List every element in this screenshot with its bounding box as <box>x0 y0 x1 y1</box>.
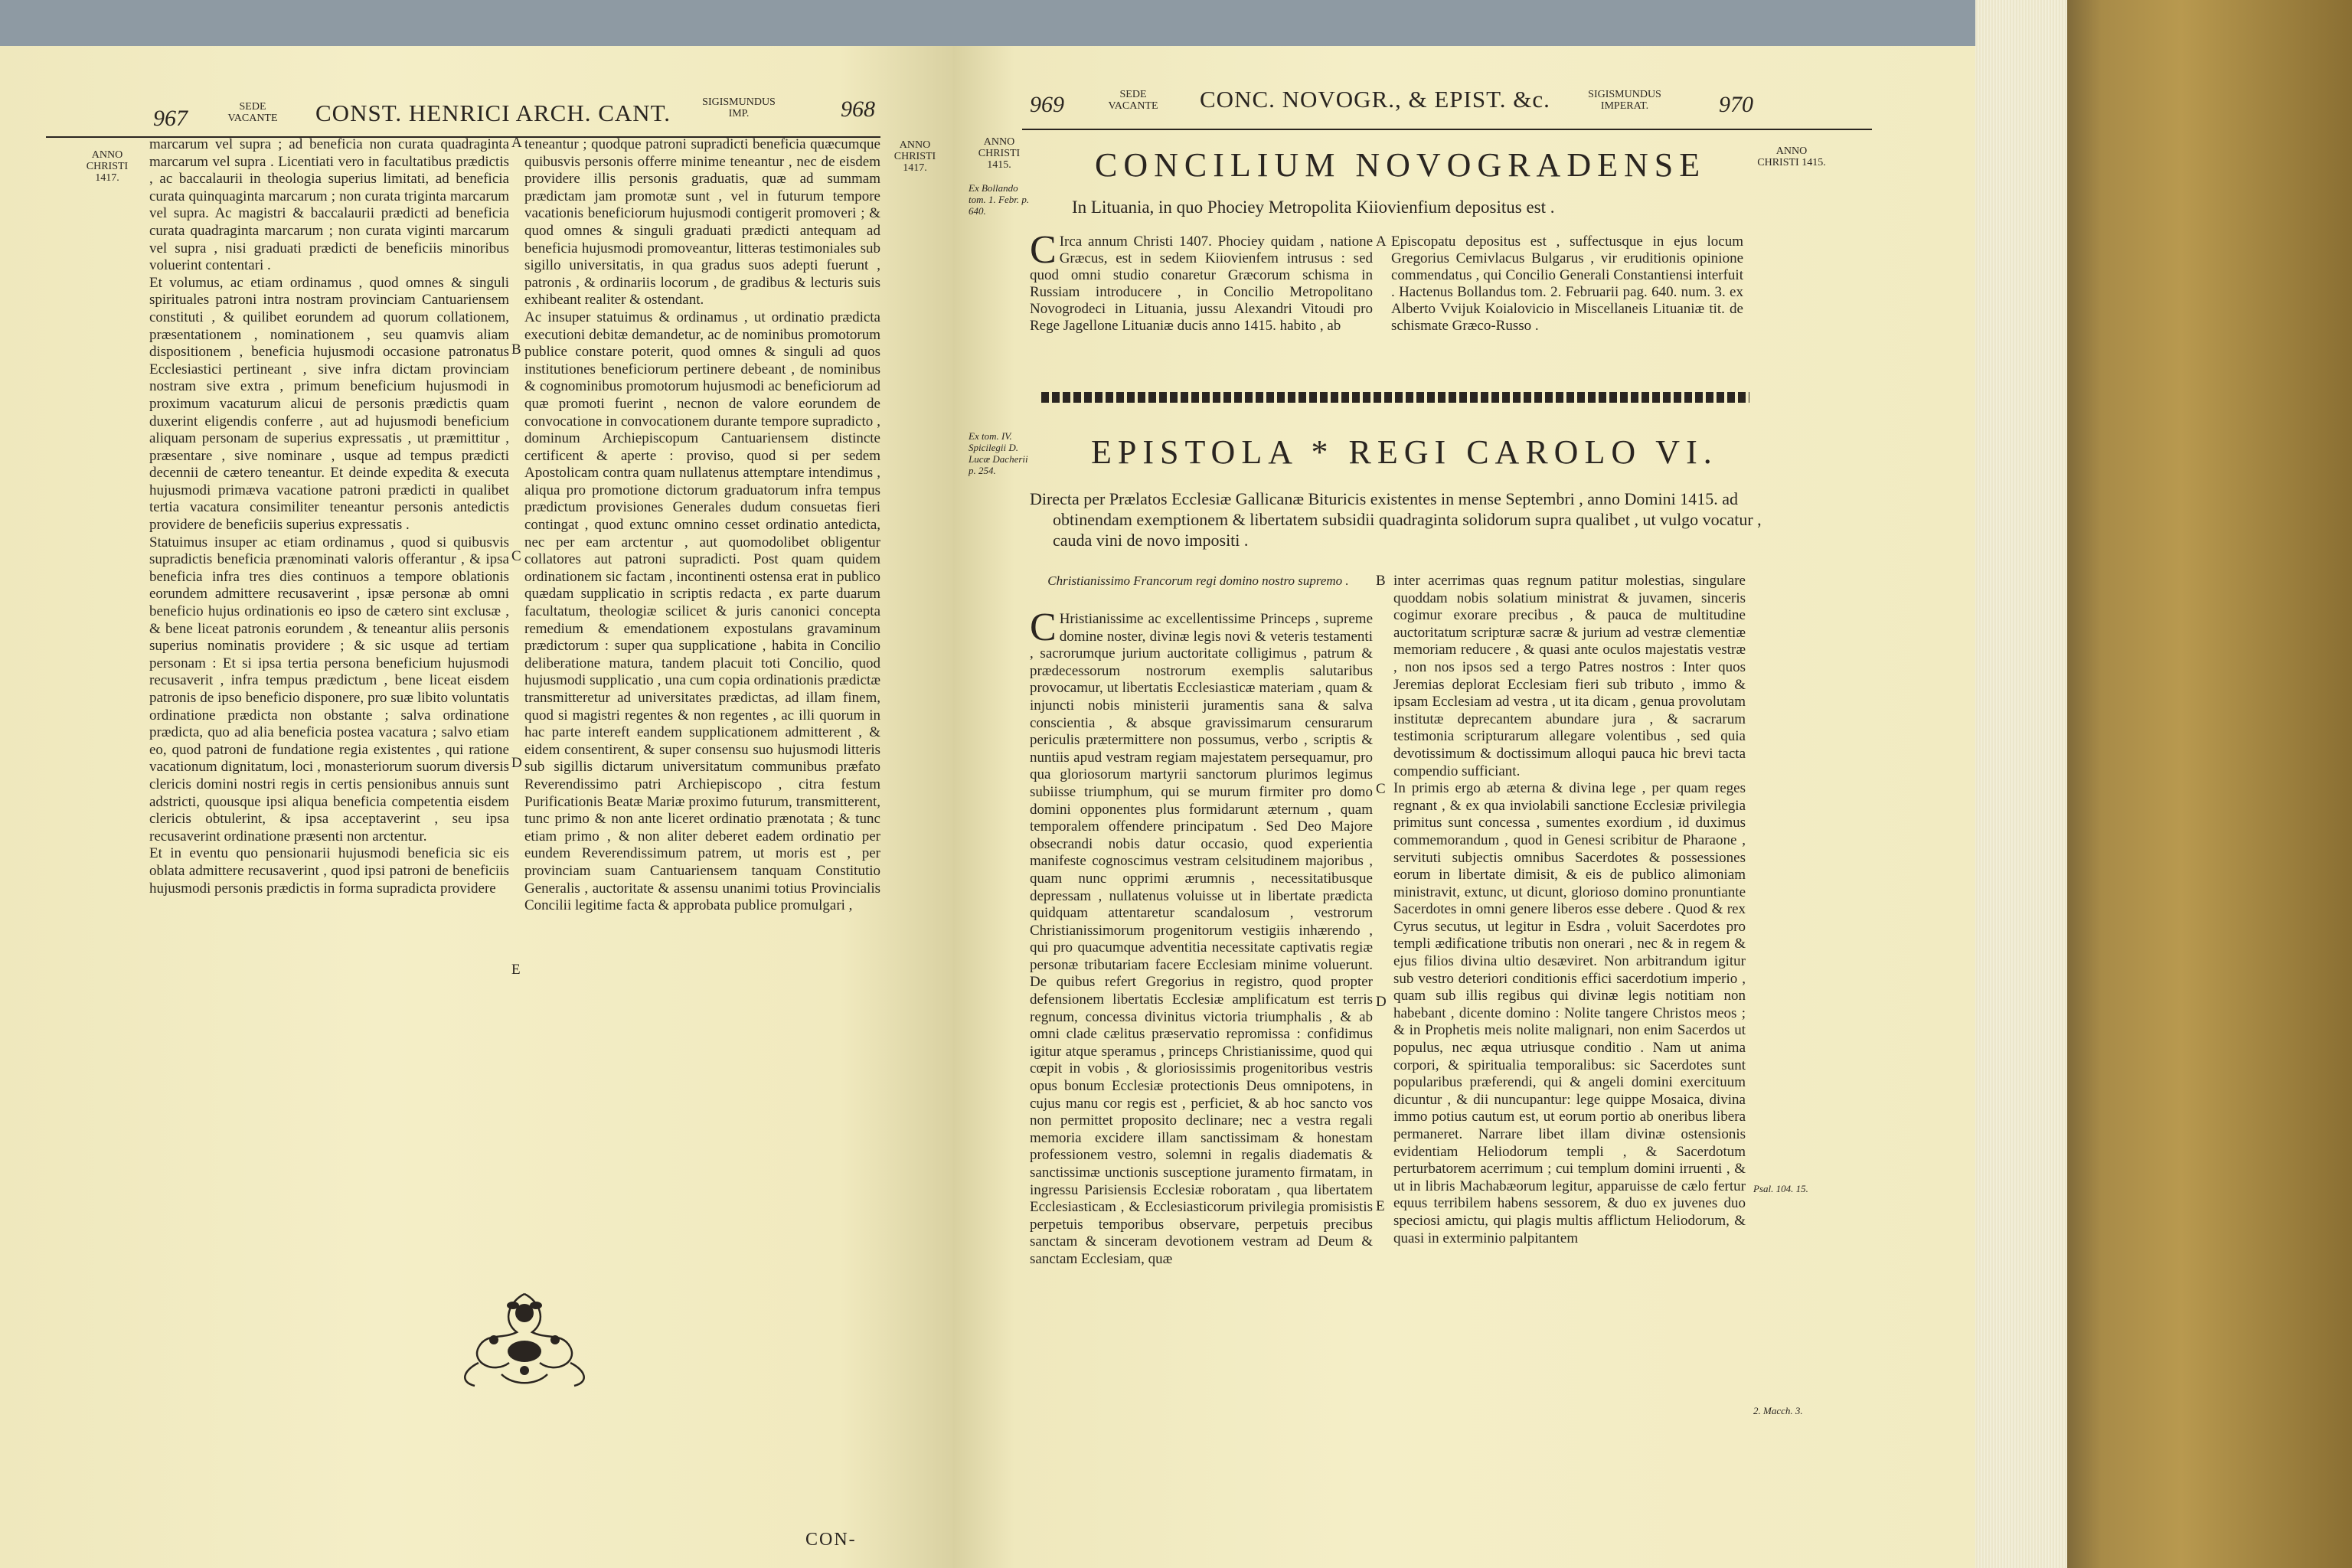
section-letter: C <box>1376 781 1386 797</box>
left-page <box>0 46 953 1568</box>
page-number: 969 <box>1030 92 1064 117</box>
section-title: EPISTOLA * REGI CAROLO VI. <box>1091 433 1718 471</box>
emperor-title: IMPERAT. <box>1600 100 1649 112</box>
scripture-reference: 2. Macch. 3. <box>1753 1405 1803 1416</box>
sede-vacante <box>218 101 287 124</box>
text-column <box>1391 234 1743 335</box>
sede-label: SEDE <box>1119 89 1147 100</box>
book-cover <box>2067 0 2352 1568</box>
right-page <box>953 46 1975 1568</box>
paragraph: Episcopatu depositus est , suffectusque in ejus locum Gregorius Cemivlacus Bulgarus , vir eruditionis opinione commendatus , qui Concilio Generali Constantiensi interfuit . Hactenus Bollandus tom. 2. Februarii pag. 640. num. 3. ex Alberto Vvijuk Koialovicio in Miscellaneis Lituaniæ tit. de schismate Græco-Russo . <box>1391 234 1743 334</box>
section-subtitle: Directa per Prælatos Ecclesiæ Gallicanæ Bituricis existentes in mense Septembri , anno Domini 1415. ad obtinendam exemptionem & libertatem subsidii quadraginta solidorum supra qualibet , ut vulgo vocatur , cauda vini de novo impositi . <box>1030 489 1762 550</box>
section-title: CONCILIUM NOVOGRADENSE <box>1095 146 1707 184</box>
running-title: CONC. NOVOGR., & EPIST. &c. <box>1200 86 1550 113</box>
paragraph: inter acerrimas quas regnum patitur molestias, singulare quoddam nobis solatium ministrat & juvamen, sinceris cogimur exorare precibus , & pauca de multitudine auctoritatum scripturæ sacræ & jurium ad vestræ clementiæ memoriam reducere , & quasi ante oculos majestatis vestræ , non nos ipsos sed a tergo Patres nostros : Inter quos Jeremias deplorat Ecclesiam fieri sub tributo , immo & ipsam Ecclesiam ad vestra , ut ita dicam , genua provolutam institutæ deprecantem abundare jura , & sacrarum testimonia scripturarum allegare volentibus , sed quia devotissimum & doctissimum alloqui pauca hic brevi tacta compendio sufficiant. In primis ergo ab æterna & divina lege , per quam reges regnant , & ex qua inviolabili sanctione Ecclesiæ privilegia primitus sunt concessa , sumentes exordium , id duximus commemorandum , quod in Genesi scribitur de Pharaone , servituti subjectis omnibus Sacerdotes & possessiones eorum in libertate dimisit, & eis de publico alimoniam ministravit, extunc, ut dicunt, glorioso domino pronuntiante Sacerdotes in omni genere liberos esse debere . Quod & rex Cyrus secutus, ut legitur in Esdra , voluit Sacerdotes pro templi ædificatione tributis non onerari , nec & in regem & ejus filios divina ultio desæviret. Non arbitrandum igitur sub vestro deteriori conditionis effici sacerdotium imperio , quam sub illis regibus qui divinæ legis notitiam non habebant , dicente domino : Nolite tangere Christos meos ; & in Prophetis meis nolite malignari, non enim Sacerdos ut populus, nec æqua utriusque conditio . Nam ut anima corpori, & spiritualia temporalibus: sic Sacerdotes sunt popularibus præferendi, qui & angeli domini exercituum dicuntur , & dii nuncupantur: lege quippe Mosaica, divina immo potius cautum est, ut eorum portio ab oneribus libera permaneret. Narrare libet illam divinæ ostensionis evidentiam Heliodorum templi , & Sacerdotum perturbatorem acerrimum ; cui templum domini irruenti , & ut in libris Machabæorum legitur, apparuisse de cælo fertur equus terribilem habens sessorem, & duo ex juvenes duo speciosi amictu, qui plagis multis afflictum Heliodorum, & quasi in exterminio palpitantem <box>1393 573 1746 1246</box>
section-letter: E <box>1376 1198 1385 1214</box>
catchword: CON- <box>805 1530 857 1550</box>
section-letter: A <box>1376 234 1387 250</box>
emperor-name: SIGISMUNDUS <box>702 96 776 108</box>
page-number: 968 <box>841 96 875 122</box>
source-note: Ex Bollando tom. 1. Febr. p. 640. <box>969 182 1030 217</box>
section-letter: D <box>511 755 522 771</box>
emperor-label <box>693 96 785 119</box>
text-column <box>1030 611 1373 1560</box>
scripture-reference: Psal. 104. 15. <box>1753 1183 1808 1194</box>
emperor-label <box>1575 89 1674 112</box>
running-title: CONST. HENRICI ARCH. CANT. <box>315 100 671 126</box>
section-letter: B <box>1376 573 1386 589</box>
section-letter: D <box>1376 994 1387 1010</box>
page-number: 970 <box>1719 92 1753 117</box>
anno-christi-margin: ANNO CHRISTI 1417. <box>86 149 129 184</box>
paragraph: Hristianissime ac excellentissime Princeps , supreme domine noster, divinæ legis novi & veteris testamenti , sacrorumque jurium auctoritate colligimus , patrum & prædecessorum nostrorum exemplis salutaribus provocamur, ut libertatis Ecclesiasticæ materiam , quam & injuncti nobis ministerii juramentis sana & salva conscientia , & absque gravissimarum censurarum periculis prætermittere non possumus, verbo , scriptis & nuntiis apud vestram regiam majestatem persequamur, pro qua gloriosorum martyrii sanctorum plurimos legimus subiisse triumphum, qui se murum firmiter pro domo domini opponentes plus formidarunt æternum , quam temporalem offendere principatum . Sed Deo Majore obsecrandi nobis datur occasio, quod experientia manifeste cognoscimus vestram celsitudinem majoribus , quam nunc opprimi ærumnis , necessitatibusque depressam , nullatenus voluisse ut in libertate prædicta quidquam attentaretur scandalosum , vestrorum Christianissimorum progenitorum vestigiis inhærendo , qui pro quacumque adventitia necessitate captivatis regiæ personæ tributariam facere Ecclesiam minime voluerunt. De quibus refert Gregorius in registro, quod propter defensionem libertatis Ecclesiæ amplificatum est terris regnum, concessa divinitus victoria triumphalis , & ab omni clade cælitus præservatio repromissa : confidimus igitur atque speramus , princeps Christianissime, quod qui cœpit in vobis , & gloriosissimis progenitoribus vestris opus bonum Ecclesiæ protectionis Deus omnipotens, in cujus manu cor regis est , perficiet, & ab hoc sancto vos non permittet proposito declinare; nec a vestra regali memoria excidere illam sanctissimam & honestam professionem vestro, solemni in regalis diadematis & sanctissimæ unctionis susceptione juramento firmatam, in ingressu Parisiensis Ecclesiæ roboratam , qua libertatem Ecclesiasticam , & Ecclesiasticorum privilegia promisistis perpetuis temporibus observare, perpetuis precibus sanctam & sinceram devotionem vestram ad Deum & sanctam Ecclesiam, quæ <box>1030 611 1373 1267</box>
drop-cap: C <box>1030 611 1057 649</box>
section-subtitle: In Lituania, in quo Phociey Metropolita Kiiovienfium depositus est . <box>1072 198 1555 217</box>
vacante-label: VACANTE <box>1108 100 1158 112</box>
letter-address: Christianissimo Francorum regi domino nostro supremo . <box>1047 573 1349 588</box>
paragraph: teneantur ; quodque patroni supradicti beneficia quæcumque quibusvis personis offerre minime teneantur , nec de eisdem providere illis personis graduatis, quæ ad summam prædictam jam promotæ sunt , vel in futurum tempore vacationis beneficiorum hujusmodi contigerit promoveri ; & quod omnes & singuli graduati prædicti antequam ad beneficia hujusmodi promoveantur, litteras testimoniales sub sigillo universitatis, in qua gradus suos adepti fuerunt , patronis , & ordinariis locorum , de gradibus & lecturis suis exhibeant realiter & ostendant. Ac insuper statuimus & ordinamus , ut ordinatio prædicta executioni debitæ demandetur, ac de nominibus promotorum publice constare poterit, quod omnes & singuli ad quos institutiones beneficiorum pertinere debeant , de nominibus & cognominibus promotorum hujusmodi ac beneficiorum ad quæ promoti fuerint , necnon de valore eorundem de convocatione in convocationem durante tempore supradicto , dominum Archiepiscopum Cantuariensem distincte certificent & aperte : proviso, quod si per sedem Apostolicam contra quam nullatenus attemptare intendimus , aliqua pro promotione dictorum graduatorum infra tempus prædictum provisiones Generales dudum consuetas fieri contingat , quod extunc omnino cesset ordinatio antedicta, nec per eam arctentur , aut quomodolibet obligentur collatores aut patroni supradicti. Post quam quidem ordinationem sic factam , incontinenti ostensa erat in publico quædam supplicatio in scriptis redacta , ex parte duarum facultatum, theologiæ scilicet & juris canonici concepta remedium & emendationem expostulans gravaminum prædictorum : super qua supplicatione , habita in Concilio deliberatione matura, tandem placuit toti Concilio, quod hujusmodi supplicatio , una cum copia ordinationis prædictæ transmitteretur ad universitates prædictas, ad illam finem, quod si magistri regentes & non regentes , ac illi quorum in hac parte intereft eandem supplicationem admitterent , & eidem consentirent, & super consensu suo hujusmodi litteris sub sigillis dictarum universitatum communibus præfato Reverendissimo patri Archiepiscopo , citra festum Purificationis Beatæ Mariæ proximo futurum, transmitterent, tunc primo & non ante liceret ordinatio prænotata ; & tunc etiam primo , & non aliter deberet eadem ordinatio per eundem Reverendissimum patrem, ut moris est , per provinciam suam Cantuariensem tanquam Constitutio Generalis , auctoritate & assensu unanimi totius Provincialis Concilii legitime facta & approbata publice promulgari , <box>524 136 880 914</box>
anno-christi-margin: ANNO CHRISTI 1417. <box>893 139 936 174</box>
emperor-name: SIGISMUNDUS <box>1588 89 1661 100</box>
floral-ornament-icon <box>448 1279 601 1393</box>
text-column-b <box>524 136 880 1319</box>
section-letter: C <box>511 548 521 564</box>
paragraph: Irca annum Christi 1407. Phociey quidam , natione Græcus, est in sedem Kiiovienfem intrusus : sed quod omni studio conaretur Græcorum schisma in Russiam introducere , in Concilio Metropolitano Novogrodeci in Lituania, jussu Alexandri Vitoudi pro Rege Jagellone Lituaniæ ducis anno 1415. habito , ab <box>1030 234 1373 334</box>
page-number: 967 <box>153 106 188 131</box>
section-letter: E <box>511 962 521 978</box>
anno-christi-margin: ANNO CHRISTI 1415. <box>1757 145 1826 168</box>
drop-cap: C <box>1030 228 1057 272</box>
paragraph: marcarum vel supra ; ad beneficia non curata quadraginta marcarum vel supra . Licentiati vero in facultatibus prædictis , ac baccalaurii in theologia superius limitati, ad beneficia curata quinquaginta marcarum ; non curata triginta marcarum vel supra. Ac magistri & baccalaurii prædicti ad beneficia curata quadraginta marcarum ; non curata viginti marcarum vel supra , nisi graduati prædicti de beneficiis minoribus voluerint contentari . Et volumus, ac etiam ordinamus , quod omnes & singuli spirituales patroni intra nostram provinciam Cantuariensem constituti , & quilibet eorundem ad quorum collationem, præsentationem , nominationem , seu quamvis aliam dispositionem , beneficia hujusmodi occasione patronatus Ecclesiastici pertineant , sive infra dictam provinciam nostram sive extra , primum beneficium hujusmodi in proximum vacaturum alicui de personis prædictis quam duxerint eligendis conferre , aut ad hujusmodi beneficium aliquam personam de superius expressatis , ut præmittitur , præsentare , sive nominare , usque ad tempus prædicti decennii de cætero teneantur. Et deinde expedita & executa hujusmodi primæva vacatione patroni prædicti in qualibet tertia vacatura consimiliter teneantur personis antedictis providere de beneficiis superius expressatis . Statuimus insuper ac etiam ordinamus , quod si quibusvis supradictis beneficia prænominati valoris offerantur , & ipsa beneficia infra tres dies continuos a tempore oblationis eorundem admittere recusaverint , ipsæ personæ ab omni beneficio hujus ordinationis eo ipso de cætero sint exclusæ , & bene liceat patronis eorundem , & teneantur aliis personis superius nominatis providere ; & sic usque ad tertiam personam : Et si ipsa tertia persona beneficium hujusmodi recusaverit , infra tempus prædictum , bene liceat eisdem patronis de ipso beneficio disponere, pro suæ libito voluntatis ordinatione prædicta non obstante ; salva ordinatione prædicta, quo ad alia beneficia postea vacatura ; salvo etiam eo, quod patroni de fundatione regia existentes , qui ratione vacationum dignitatum, loci , monasteriorum suorum diversis clericis domini nostri regis in certis pensionibus annuis sunt adstricti, quousque ipsi aliqua beneficia competentia eisdem clericis obtulerint, & ipsa acceptaverint , seu ipsa recusaverint ordinatione præsenti non arctentur. Et in eventu quo pensionarii hujusmodi beneficia sic eis oblata admittere recusaverint , quod ipsi patroni de beneficiis hujusmodi personis prædictis in forma supradicta providere <box>149 136 509 897</box>
section-letter: B <box>511 341 521 358</box>
text-column <box>1393 573 1746 1560</box>
sede-vacante <box>1099 89 1168 112</box>
text-column <box>1030 228 1373 335</box>
vacante-label: VACANTE <box>227 113 278 124</box>
section-letter: A <box>511 135 522 151</box>
sede-label: SEDE <box>239 101 266 113</box>
book-page-edges <box>1975 0 2067 1568</box>
anno-christi-margin: ANNO CHRISTI 1415. <box>978 136 1021 171</box>
ornamental-divider <box>1041 392 1749 403</box>
emperor-title: IMP. <box>728 108 750 119</box>
text-column-a <box>149 136 509 1319</box>
source-note: Ex tom. IV. Spicilegii D. Lucæ Dacherii p. 254. <box>969 430 1028 476</box>
header-rule <box>1022 129 1872 130</box>
